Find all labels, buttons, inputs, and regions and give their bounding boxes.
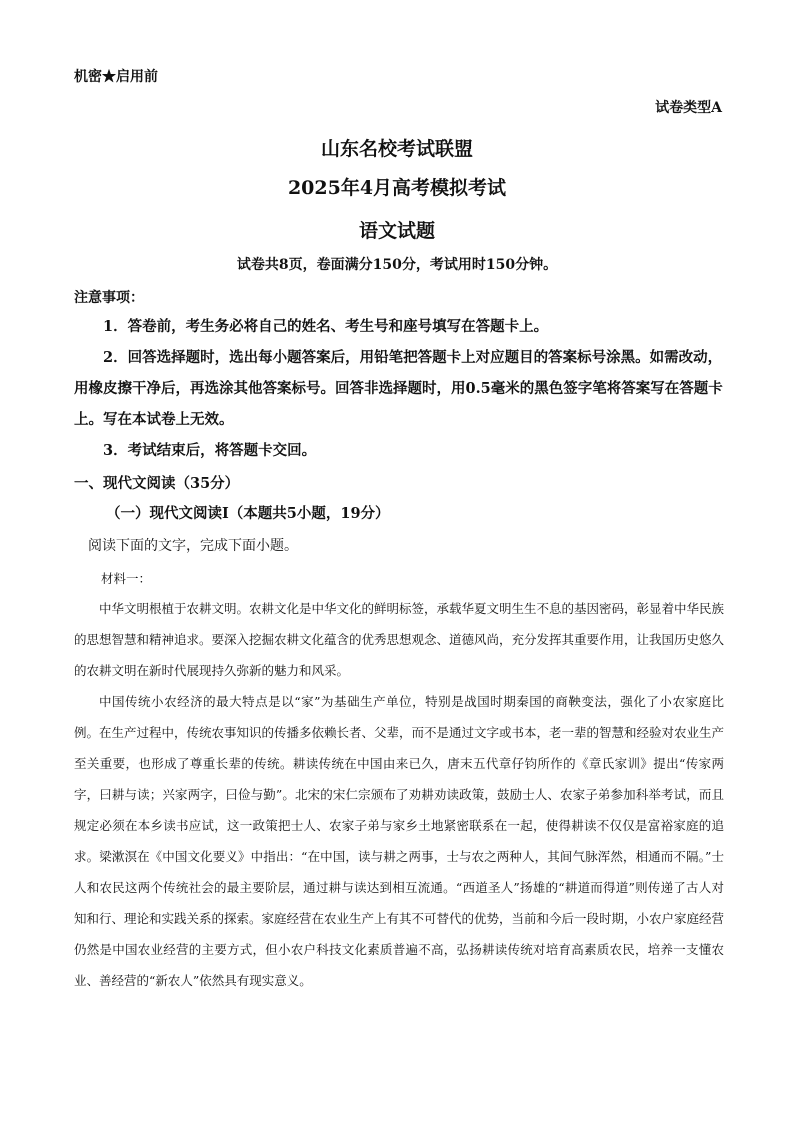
material-label: 材料一： [101, 571, 152, 586]
subsection-heading: （一）现代文阅读Ⅰ（本题共5小题，19分） [106, 505, 390, 522]
exam-name-title: 2025年4月高考模拟考试 [287, 177, 507, 199]
section-heading: 一、现代文阅读（35分） [74, 475, 240, 492]
exam-organizer-title: 山东名校考试联盟 [320, 138, 473, 160]
reading-instruction: 阅读下面的文字，完成下面小题。 [88, 538, 298, 554]
material-paragraph-1: 中华文明根植于农耕文明。农耕文化是中华文化的鲜明标签，承载华夏文明生生不息的基因密码，彰显着中华民族的思想智慧和精神追求。要深入挖掘农耕文化蕴含的优秀思想观念、道德风尚，充分发挥其重要作用，让我国历史悠久的农耕文明在新时代展现持久弥新的魅力和风采。 [74, 601, 725, 678]
notice-item-2: 2．回答选择题时，选出每小题答案后，用铅笔把答题卡上对应题目的答案标号涂黑。如需改动，用橡皮擦干净后，再选涂其他答案标号。回答非选择题时，用0.5毫米的黑色签字笔将答案写在答题卡上。写在本试卷上无效。 [74, 349, 723, 428]
notice-heading: 注意事项： [74, 290, 144, 306]
paper-type-label: 试卷类型A [655, 100, 722, 116]
notice-item-3: 3．考试结束后，将答题卡交回。 [103, 442, 317, 459]
material-paragraph-2: 中国传统小农经济的最大特点是以“家”为基础生产单位，特别是战国时期秦国的商鞅变法，强化了小农家庭比例。在生产过程中，传统农事知识的传播多依赖长者、父辈，而不是通过文字或书本，老一辈的智慧和经验对农业生产至关重要，也形成了尊重长辈的传统。耕读传统在中国由来已久，唐末五代章仔钧所作的《章氏家训》提出“传家两字，曰耕与读；兴家两字，曰俭与勤”。北宋的宋仁宗颁布了劝耕劝读政策，鼓励士人、农家子弟参加科举考试，而且规定必须在本乡读书应试，这一政策把士人、农家子弟与家乡土地紧密联系在一起，使得耕读不仅仅是富裕家庭的追求。梁漱溟在《中国文化要义》中指出：“在中国，读与耕之两事，士与农之两种人，其间气脉浑然，相通而不隔。”士人和农民这两个传统社会的最主要阶层，通过耕与读达到相互流通。“西道圣人”扬雄的“耕道而得道”则传递了古人对知和行、理论和实践关系的探索。家庭经营在农业生产上有其不可替代的优势，当前和今后一段时期，小农户家庭经营仍然是中国农业经营的主要方式，但小农户科技文化素质普遍不高，弘扬耕读传统对培育高素质农民，培养一支懂农业、善经营的“新农人”依然具有现实意义。 [74, 694, 725, 988]
confidential-label: 机密★启用前 [74, 69, 158, 85]
exam-info-line: 试卷共8页，卷面满分150分，考试用时150分钟。 [236, 257, 558, 273]
notice-item-1: 1．答卷前，考生务必将自己的姓名、考生号和座号填写在答题卡上。 [103, 318, 549, 335]
subject-title: 语文试题 [358, 220, 435, 242]
